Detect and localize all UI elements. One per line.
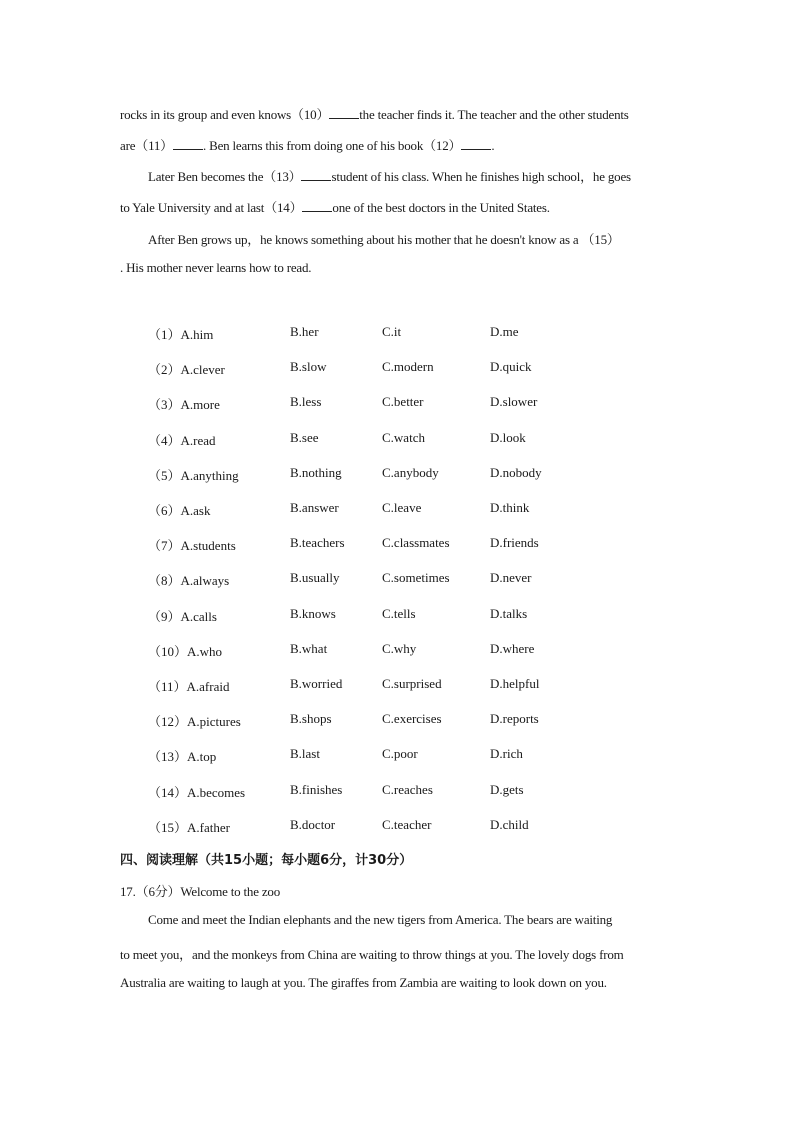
- option-d: D.slower: [490, 394, 538, 409]
- passage-line-1: [120, 104, 629, 123]
- option-d: D.helpful: [490, 676, 540, 691]
- option-b: B.last: [290, 746, 320, 761]
- option-d: D.gets: [490, 782, 524, 797]
- option-row: [148, 782, 608, 802]
- option-c: C.why: [382, 641, 417, 656]
- option-row: [148, 711, 608, 731]
- answer-blank-14: [302, 200, 332, 212]
- option-row: [148, 394, 608, 414]
- option-b: B.less: [290, 394, 322, 409]
- option-d: D.reports: [490, 711, 539, 726]
- option-a: （3）A.more: [148, 397, 220, 412]
- option-b: B.shops: [290, 711, 332, 726]
- option-a: （8）A.always: [148, 573, 230, 588]
- option-d: D.child: [490, 817, 529, 832]
- option-c: C.leave: [382, 500, 422, 515]
- passage-line-3: [148, 166, 631, 185]
- option-a: （9）A.calls: [148, 609, 217, 624]
- option-d: D.me: [490, 324, 519, 339]
- reading-line-3: Australia are waiting to laugh at you. The giraffes from Zambia are waiting to look down on you.: [120, 975, 607, 990]
- option-a: （13）A.top: [148, 749, 217, 764]
- option-row: [148, 535, 608, 555]
- option-c: C.poor: [382, 746, 418, 761]
- text-segment: the teacher finds it. The teacher and the other students: [359, 107, 629, 122]
- option-b: B.teachers: [290, 535, 345, 550]
- option-b: B.what: [290, 641, 328, 656]
- option-row: [148, 500, 608, 520]
- option-d: D.think: [490, 500, 530, 515]
- option-d: D.look: [490, 430, 526, 445]
- option-a: （5）A.anything: [148, 468, 239, 483]
- option-d: D.quick: [490, 359, 532, 374]
- option-c: C.watch: [382, 430, 425, 445]
- option-b: B.usually: [290, 570, 340, 585]
- option-a: （4）A.read: [148, 433, 216, 448]
- text-segment: one of the best doctors in the United States.: [332, 200, 550, 215]
- option-row: [148, 606, 608, 626]
- option-row: [148, 465, 608, 485]
- option-row: [148, 359, 608, 379]
- option-c: C.teacher: [382, 817, 432, 832]
- passage-line-6: . His mother never learns how to read.: [120, 260, 312, 275]
- option-row: [148, 324, 608, 344]
- option-b: B.doctor: [290, 817, 336, 832]
- option-a: （14）A.becomes: [148, 785, 246, 800]
- option-row: [148, 570, 608, 590]
- text-segment: .: [491, 138, 495, 153]
- option-c: C.it: [382, 324, 402, 339]
- reading-line-1: Come and meet the Indian elephants and the new tigers from America. The bears are waiting: [148, 912, 613, 927]
- option-b: B.finishes: [290, 782, 343, 797]
- passage-line-4: [120, 197, 550, 216]
- option-row: [148, 746, 608, 766]
- option-b: B.slow: [290, 359, 327, 374]
- answer-blank-13: [301, 169, 331, 181]
- option-a: （10）A.who: [148, 644, 223, 659]
- text-segment: . Ben learns this from doing one of his book（12）: [203, 138, 462, 153]
- option-d: D.never: [490, 570, 532, 585]
- text-segment: are（11）: [120, 138, 173, 153]
- option-d: D.nobody: [490, 465, 542, 480]
- option-row: [148, 641, 608, 661]
- answer-blank-12: [461, 138, 491, 150]
- option-d: D.friends: [490, 535, 539, 550]
- text-segment: student of his class. When he finishes high school，he goes: [331, 169, 631, 184]
- option-row: [148, 817, 608, 837]
- option-c: C.reaches: [382, 782, 433, 797]
- option-b: B.her: [290, 324, 319, 339]
- option-a: （1）A.him: [148, 327, 214, 342]
- option-b: B.see: [290, 430, 319, 445]
- answer-blank-11: [173, 138, 203, 150]
- option-c: C.better: [382, 394, 424, 409]
- option-b: B.knows: [290, 606, 336, 621]
- question-17-title: 17.（6分）Welcome to the zoo: [120, 884, 281, 899]
- option-a: （6）A.ask: [148, 503, 211, 518]
- option-c: C.surprised: [382, 676, 442, 691]
- option-c: C.modern: [382, 359, 434, 374]
- option-d: D.where: [490, 641, 535, 656]
- option-b: B.worried: [290, 676, 343, 691]
- option-a: （12）A.pictures: [148, 714, 241, 729]
- option-d: D.talks: [490, 606, 528, 621]
- option-a: （2）A.clever: [148, 362, 225, 377]
- option-c: C.classmates: [382, 535, 450, 550]
- option-c: C.exercises: [382, 711, 442, 726]
- text-segment: rocks in its group and even knows（10）: [120, 107, 330, 122]
- section-title: 四、阅读理解（共15小题；每小题6分，计30分）: [120, 853, 413, 868]
- text-segment: Later Ben becomes the（13）: [148, 169, 302, 184]
- passage-line-2: [120, 135, 494, 154]
- passage-line-5: After Ben grows up，he knows something about his mother that he doesn't know as a （15）: [148, 232, 620, 247]
- reading-line-2: to meet you，and the monkeys from China are waiting to throw things at you. The lovely dogs from: [120, 947, 624, 962]
- option-a: （11）A.afraid: [148, 679, 230, 694]
- option-row: [148, 430, 608, 450]
- option-a: （7）A.students: [148, 538, 236, 553]
- option-d: D.rich: [490, 746, 523, 761]
- option-b: B.nothing: [290, 465, 342, 480]
- option-c: C.sometimes: [382, 570, 450, 585]
- option-c: C.tells: [382, 606, 416, 621]
- option-row: [148, 676, 608, 696]
- option-b: B.answer: [290, 500, 339, 515]
- option-a: （15）A.father: [148, 820, 230, 835]
- option-c: C.anybody: [382, 465, 439, 480]
- text-segment: to Yale University and at last（14）: [120, 200, 303, 215]
- answer-blank-10: [329, 107, 359, 119]
